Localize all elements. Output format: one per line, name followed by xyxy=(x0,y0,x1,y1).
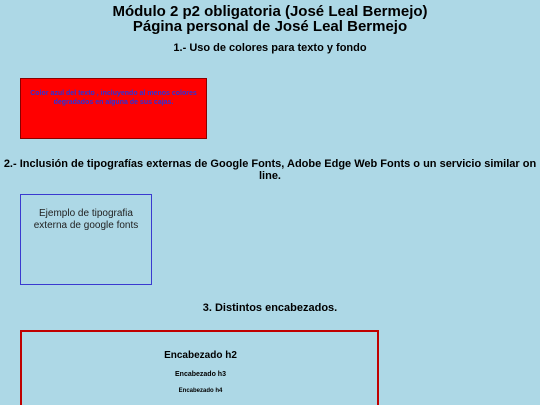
section-heading-colors: 1.- Uso de colores para texto y fondo xyxy=(173,42,367,54)
heading-h3-example: Encabezado h3 xyxy=(175,371,226,378)
heading-h4-example: Encabezado h4 xyxy=(178,388,223,394)
colors-demo-text: Color azul del texto , incluyendo al menos colores degradados en alguna de sus cajas. xyxy=(30,90,197,106)
page-title xyxy=(0,4,540,34)
headings-demo-box xyxy=(20,330,379,405)
fonts-demo-box xyxy=(20,194,152,285)
section-heading-fonts: 2.- Inclusión de tipografías externas de Google Fonts, Adobe Edge Web Fonts o un servicio similar on line. xyxy=(3,158,537,182)
page-title-line2: Página personal de José Leal Bermejo xyxy=(132,18,408,35)
page-title-line1: Módulo 2 p2 obligatoria (José Leal Bermejo) xyxy=(112,3,428,20)
colors-demo-box xyxy=(20,78,207,139)
section-heading-headings: 3. Distintos encabezados. xyxy=(202,302,338,314)
heading-h2-example: Encabezado h2 xyxy=(164,350,237,361)
fonts-demo-text: Ejemplo de tipografia externa de google fonts xyxy=(33,208,139,231)
